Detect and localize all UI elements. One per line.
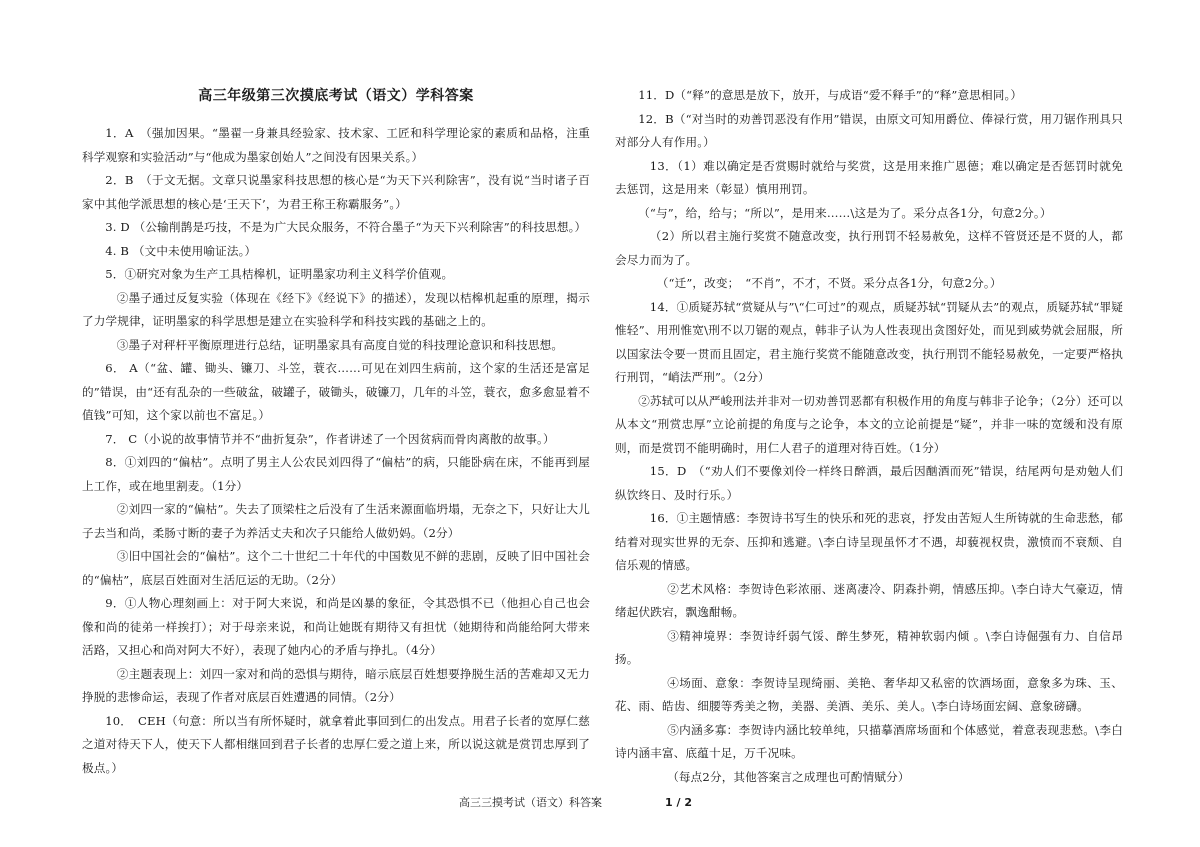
answer-paragraph: 11．D（“释”的意思是放下，放开，与成语“爱不释手”的“释”意思相同。） (638, 88, 1023, 102)
answer-paragraph: 1．A （强加因果。“墨翟一身兼具经验家、技术家、工匠和科学理论家的素质和品格，注重科学观察和实验活动”与“他成为墨家创始人”之间没有因果关系。） (82, 126, 590, 164)
answer-paragraph: ③精神境界：李贺诗纤弱气馁、醉生梦死，精神软弱内倾 。\李白诗倔强有力、自信昂扬。 (615, 628, 1123, 666)
answer-paragraph: ③旧中国社会的“偏枯”。这个二十世纪二十年代的中国数见不鲜的悲剧，反映了旧中国社会的“偏枯”，底层百姓面对生活厄运的无助。（2分） (82, 549, 590, 587)
answer-paragraph: 3. D （公输削鹊是巧技，不是为广大民众服务，不符合墨子“为天下兴利除害”的科技思想。） (105, 220, 587, 234)
answer-paragraph: 9．①人物心理刻画上：对于阿大来说，和尚是凶暴的象征，令其恐惧不已（他担心自己也会像和尚的徒弟一样挨打）；对于母亲来说，和尚让她既有期待又有担忧（她期待和尚能给阿大带来活路，又担心和尚对阿大不好），表现了她内心的矛盾与挣扎。（4分） (82, 596, 590, 657)
answer-paragraph: ②艺术风格：李贺诗色彩浓丽、迷离凄冷、阴森扑朔，情感压抑。\李白诗大气豪迈，情绪起伏跌宕，飘逸酣畅。 (615, 581, 1123, 619)
answer-paragraph: 2．B （于文无据。文章只说墨家科技思想的核心是“为天下兴利除害”，没有说“当时诸子百家中其他学派思想的核心是‘王天下’，为君王称王称霸服务”。） (82, 173, 590, 211)
answer-paragraph: 14．①质疑苏轼“赏疑从与”\“仁可过”的观点，质疑苏轼“罚疑从去”的观点，质疑苏轼“罪疑惟轻”、用刑惟宽\刑不以刀锯的观点，韩非子认为人性表现出贪图好处，而见到威势就会屈服，所以国家法令要一贯而且固定，君主施行奖赏不能随意改变，执行刑罚不能轻易赦免，一定要严格执行刑罚，“峭法严刑”。（2分） (615, 299, 1123, 384)
document-title: 高三年级第三次摸底考试（语文）学科答案 (198, 88, 474, 104)
answer-paragraph: ③墨子对秤杆平衡原理进行总结，证明墨家具有高度自觉的科技理论意识和科技思想。 (116, 337, 564, 352)
right-answer-list (615, 84, 1123, 789)
answer-paragraph: 8．①刘四的“偏枯”。点明了男主人公农民刘四得了“偏枯”的病，只能卧病在床，不能再到屋上工作，或在地里割麦。（1分） (82, 455, 590, 493)
page-number: 1 / 2 (665, 796, 692, 809)
answer-paragraph: 6． A（“盆、罐、锄头、镰刀、斗笠，蓑衣……可见在刘四生病前，这个家的生活还是富足的”错误，由“还有乱杂的一些破盆，破罐子，破锄头，破镰刀，几年的斗笠，蓑衣，愈多愈显着不值钱”可知，这个家以前也不富足。） (82, 361, 590, 422)
answer-paragraph: 15．D （“劝人们不要像刘伶一样终日醉酒，最后因酗酒而死”错误，结尾两句是劝勉人们纵饮终日、及时行乐。） (615, 464, 1123, 502)
answer-paragraph: ②苏轼可以从严峻刑法并非对一切劝善罚恶都有积极作用的角度与韩非子论争；（2分）还可以从本文“刑赏忠厚”立论前提的角度与之论争，本文的立论前提是“疑”，并非一味的宽缓和没有原则，而是赏罚不能明确时，用仁人君子的道理对待百姓。（1分） (615, 393, 1123, 455)
answer-paragraph: （2）所以君主施行奖赏不随意改变，执行刑罚不轻易赦免，这样不管贤还是不贤的人，都会尽力而为了。 (615, 229, 1123, 267)
answer-paragraph: ⑤内涵多寡：李贺诗内涵比较单纯，只描摹酒席场面和个体感觉，着意表现悲愁。\李白诗内涵丰富、底蕴十足，万千况味。 (615, 722, 1123, 760)
answer-paragraph: （“与”，给，给与；“所以”，是用来……\这是为了。采分点各1分，句意2分。） (638, 205, 1052, 220)
answer-paragraph: （每点2分，其他答案言之成理也可酌情赋分） (667, 769, 910, 784)
answer-paragraph: 4. B （文中未使用喻证法。） (105, 243, 257, 258)
answer-paragraph: 13．（1）难以确定是否赏赐时就给与奖赏，这是用来推广恩德；难以确定是否惩罚时就免去惩罚，这是用来（彰显）慎用刑罚。 (615, 158, 1123, 196)
left-answer-list (82, 122, 590, 780)
answer-paragraph: 5．①研究对象为生产工具桔槔机，证明墨家功利主义科学价值观。 (105, 267, 454, 281)
answer-paragraph: 12．B（“对当时的劝善罚恶没有作用”错误，由原文可知用爵位、俸禄行赏，用刀锯作刑具只对部分人有作用。） (615, 111, 1123, 149)
footer-title: 高三三摸考试（语文）科答案 (459, 796, 602, 809)
left-column (82, 84, 590, 780)
answer-paragraph: （“迁”，改变； “不肖”，不才，不贤。采分点各1分，句意2分。） (656, 276, 1002, 290)
answer-paragraph: 7． C（小说的故事情节并不“曲折复杂”，作者讲述了一个因贫病而骨肉离散的故事。） (105, 431, 555, 446)
answer-paragraph: ④场面、意象：李贺诗呈现绮丽、美艳、奢华却又私密的饮酒场面，意象多为珠、玉、花、雨、皓齿、细腰等秀美之物，美器、美酒、美乐、美人。\李白诗场面宏阔、意象磅礴。 (615, 675, 1123, 713)
answer-paragraph: 16．①主题情感：李贺诗书写生的快乐和死的悲哀，抒发由苦短人生所铸就的生命悲愁，郁结着对现实世界的无奈、压抑和逃避。\李白诗呈现虽怀才不遇，却藐视权贵，激愤而不衰颓、自信乐观的情感。 (615, 511, 1123, 572)
answer-paragraph: ②墨子通过反复实验（体现在《经下》《经说下》的描述），发现以桔槔机起重的原理，揭示了力学规律，证明墨家的科学思想是建立在实验科学和科技实践的基础之上的。 (82, 290, 590, 328)
answer-paragraph: ②刘四一家的“偏枯”。失去了顶梁柱之后没有了生活来源面临坍塌，无奈之下，只好让大儿子去当和尚，柔肠寸断的妻子为养活丈夫和次子只能给人做奶妈。（2分） (82, 502, 590, 540)
answer-paragraph: 10． CEH（句意：所以当有所怀疑时，就拿着此事回到仁的出发点。用君子长者的宽厚仁慈之道对待天下人，使天下人都相继回到君子长者的忠厚仁爱之道上来，所以说这就是赏罚忠厚到了极点。） (82, 713, 590, 775)
right-column (615, 84, 1123, 789)
answer-paragraph: ②主题表现上：刘四一家对和尚的恐惧与期待，暗示底层百姓想要挣脱生活的苦难却又无力挣脱的悲惨命运，表现了作者对底层百姓遭遇的同情。（2分） (82, 666, 590, 704)
